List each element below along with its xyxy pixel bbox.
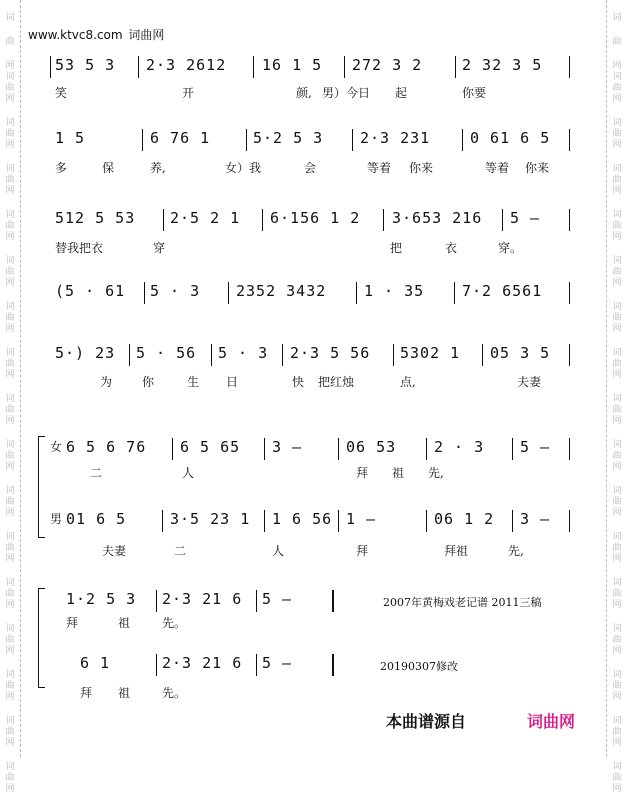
- measure: 5 · 3: [150, 282, 201, 300]
- lyric: 日: [226, 375, 239, 389]
- watermark-gap: [0, 611, 20, 624]
- measure: 1 5: [55, 129, 86, 147]
- measure: 3 –: [272, 438, 303, 456]
- lyric: 笑: [55, 86, 68, 100]
- barline: [502, 209, 503, 231]
- lyric: 为: [100, 375, 113, 389]
- lyric: 你来: [409, 161, 434, 175]
- watermark-gap: [0, 243, 20, 256]
- watermark-char: 曲: [5, 451, 15, 461]
- watermark-gap: [0, 657, 20, 670]
- source-label: 本曲谱源自: [386, 714, 467, 731]
- site-name: 词曲网: [128, 28, 165, 42]
- watermark-char: 曲: [5, 313, 15, 323]
- barline: [356, 282, 357, 304]
- watermark-gap: [607, 427, 627, 440]
- watermark-char: 词: [612, 118, 622, 128]
- lyric: 二: [90, 466, 103, 480]
- barline: [256, 590, 257, 612]
- lyric: 等着: [367, 161, 392, 175]
- measure: 2 · 3: [434, 438, 485, 456]
- measure: 5 –: [262, 590, 293, 608]
- watermark-char: 词: [5, 348, 15, 358]
- measure: 05 3 5: [490, 344, 551, 362]
- barline: [569, 129, 570, 151]
- watermark-char: 网: [612, 61, 622, 71]
- watermark-char: 曲: [612, 589, 622, 599]
- measure: 5 · 56: [136, 344, 197, 362]
- watermark-char: 曲: [5, 175, 15, 185]
- barline: [142, 129, 143, 151]
- watermark-char: 曲: [612, 267, 622, 277]
- watermark-char: 词: [5, 716, 15, 726]
- lyric: 夫妻: [517, 375, 542, 389]
- barline: [569, 344, 570, 366]
- watermark-gap: [0, 197, 20, 210]
- watermark-char: 词: [612, 394, 622, 404]
- lyric: 先。: [162, 686, 187, 700]
- watermark-char: 词: [612, 670, 622, 680]
- part-label: 女: [50, 440, 64, 454]
- watermark-gap: [0, 565, 20, 578]
- watermark-char: 曲: [612, 221, 622, 231]
- final-barline: [332, 654, 334, 676]
- watermark-char: 曲: [612, 451, 622, 461]
- watermark-char: 词: [5, 394, 15, 404]
- barline: [569, 282, 570, 304]
- watermark-gap: [607, 243, 627, 256]
- notes-row: [50, 510, 570, 534]
- watermark-char: 曲: [612, 681, 622, 691]
- barline: [338, 510, 339, 532]
- measure: (5 · 61: [55, 282, 126, 300]
- watermark-char: 词: [612, 72, 622, 82]
- barline: [256, 654, 257, 676]
- watermark-char: 网: [612, 646, 622, 656]
- watermark-char: 词: [5, 72, 15, 82]
- lyric: 你来: [525, 161, 550, 175]
- barline: [253, 56, 254, 78]
- watermark-gap: [607, 565, 627, 578]
- lyric: 你: [142, 375, 155, 389]
- lyric: 点,: [400, 375, 416, 389]
- lyric: 人: [272, 544, 285, 558]
- lyric: 多: [55, 161, 68, 175]
- notes-row: [50, 344, 570, 368]
- barline: [569, 510, 570, 532]
- watermark-char: 网: [612, 232, 622, 242]
- barline: [228, 282, 229, 304]
- watermark-char: 网: [5, 554, 15, 564]
- watermark-char: 网: [5, 508, 15, 518]
- barline: [426, 438, 427, 460]
- watermark-char: 曲: [612, 405, 622, 415]
- final-brace: [38, 588, 45, 688]
- watermark-char: 词: [5, 486, 15, 496]
- annotation-text: 20190307修改: [380, 660, 458, 673]
- lyric: 先,: [428, 466, 444, 480]
- site-header: [28, 26, 164, 43]
- watermark-char: 网: [612, 600, 622, 610]
- barline: [172, 438, 173, 460]
- watermark-char: 曲: [5, 221, 15, 231]
- lyric: 人: [182, 466, 195, 480]
- watermark-char: 曲: [5, 681, 15, 691]
- measure: 5 –: [510, 209, 541, 227]
- measure: 7·2 6561: [462, 282, 543, 300]
- measure: 2·5 2 1: [170, 209, 241, 227]
- lyric: 养,: [150, 161, 166, 175]
- barline: [138, 56, 139, 78]
- barline: [569, 209, 570, 231]
- watermark-char: 曲: [612, 313, 622, 323]
- barline: [569, 56, 570, 78]
- watermark-char: 网: [5, 784, 15, 794]
- watermark-char: 词: [612, 13, 622, 23]
- watermark-char: 曲: [612, 497, 622, 507]
- watermark-char: 词: [612, 164, 622, 174]
- watermark-char: 网: [5, 140, 15, 150]
- barline: [393, 344, 394, 366]
- lyric: 生: [187, 375, 200, 389]
- watermark-char: 网: [612, 416, 622, 426]
- notes-row: [50, 209, 570, 233]
- watermark-char: 网: [612, 370, 622, 380]
- watermark-char: 网: [612, 94, 622, 104]
- lyric: 女）我: [225, 161, 262, 175]
- barline: [144, 282, 145, 304]
- watermark-char: 曲: [612, 129, 622, 139]
- lyric: 男）今日: [322, 86, 371, 100]
- watermark-char: 曲: [5, 37, 15, 47]
- watermark-char: 网: [5, 232, 15, 242]
- watermark-char: 网: [612, 508, 622, 518]
- lyric: 起: [395, 86, 408, 100]
- watermark-gap: [607, 657, 627, 670]
- measure: 2 32 3 5: [462, 56, 543, 74]
- lyric: 等着: [485, 161, 510, 175]
- watermark-char: 词: [5, 13, 15, 23]
- barline: [162, 510, 163, 532]
- watermark-gap: [0, 105, 20, 118]
- measure: 1 · 35: [364, 282, 425, 300]
- watermark-char: 词: [612, 762, 622, 772]
- watermark-char: 曲: [612, 37, 622, 47]
- watermark-char: 网: [612, 692, 622, 702]
- watermark-char: 网: [5, 600, 15, 610]
- duet-brace: [38, 436, 45, 538]
- measure: 5 · 3: [218, 344, 269, 362]
- measure: 6·156 1 2: [270, 209, 361, 227]
- watermark-char: 词: [612, 302, 622, 312]
- lyrics-row: [50, 373, 570, 391]
- lyric: 替我把衣: [55, 241, 104, 255]
- measure: 3 –: [520, 510, 551, 528]
- measure: 3·653 216: [392, 209, 483, 227]
- barline: [264, 438, 265, 460]
- watermark-char: 曲: [5, 497, 15, 507]
- watermark-char: 曲: [5, 83, 15, 93]
- watermark-gap: [0, 795, 20, 808]
- measure: 1·2 5 3: [66, 590, 137, 608]
- watermark-char: 曲: [5, 129, 15, 139]
- measure: 2·3 5 56: [290, 344, 371, 362]
- lyric: 拜祖: [444, 544, 469, 558]
- measure: 0 61 6 5: [470, 129, 551, 147]
- watermark-char: 词: [612, 348, 622, 358]
- lyric: 快: [292, 375, 305, 389]
- watermark-char: 曲: [612, 359, 622, 369]
- watermark-char: 网: [5, 186, 15, 196]
- measure: 5·) 23: [55, 344, 116, 362]
- watermark-char: 词: [5, 670, 15, 680]
- measure: 1 –: [346, 510, 377, 528]
- watermark-char: 网: [5, 61, 15, 71]
- lyric: 拜: [66, 616, 79, 630]
- watermark-char: 词: [5, 440, 15, 450]
- watermark-char: 曲: [612, 727, 622, 737]
- watermark-gap: [607, 381, 627, 394]
- watermark-char: 网: [5, 462, 15, 472]
- lyrics-row: [50, 84, 570, 102]
- lyric: 祖: [118, 616, 131, 630]
- lyrics-row: [50, 542, 570, 560]
- watermark-char: 网: [612, 186, 622, 196]
- watermark-gap: [0, 151, 20, 164]
- watermark-gap: [0, 473, 20, 486]
- watermark-char: 曲: [612, 543, 622, 553]
- measure: 2·3 21 6: [162, 590, 243, 608]
- barline: [482, 344, 483, 366]
- lyric: 穿。: [498, 241, 523, 255]
- watermark-char: 曲: [5, 359, 15, 369]
- barline: [246, 129, 247, 151]
- watermark-char: 网: [612, 784, 622, 794]
- measure: 5302 1: [400, 344, 461, 362]
- watermark-char: 词: [5, 762, 15, 772]
- measure: 2·3 231: [360, 129, 431, 147]
- measure: 01 6 5: [66, 510, 127, 528]
- watermark-char: 词: [612, 578, 622, 588]
- watermark-char: 词: [612, 486, 622, 496]
- watermark-gap: [607, 473, 627, 486]
- watermark-char: 曲: [5, 589, 15, 599]
- barline: [264, 510, 265, 532]
- measure: 06 53: [346, 438, 397, 456]
- lyric: 开: [182, 86, 195, 100]
- lyric: 祖: [118, 686, 131, 700]
- measure: 6 76 1: [150, 129, 211, 147]
- measure: 2·3 21 6: [162, 654, 243, 672]
- barline: [383, 209, 384, 231]
- watermark-char: 曲: [5, 635, 15, 645]
- lyrics-row: [50, 614, 570, 632]
- watermark-char: 曲: [612, 175, 622, 185]
- watermark-char: 曲: [612, 773, 622, 783]
- barline: [344, 56, 345, 78]
- watermark-char: 词: [612, 440, 622, 450]
- watermark-char: 网: [5, 738, 15, 748]
- lyric: 把: [390, 241, 403, 255]
- notes-row: [50, 129, 570, 153]
- barline: [163, 209, 164, 231]
- watermark-char: 曲: [5, 543, 15, 553]
- lyric: 二: [174, 544, 187, 558]
- annotation-text: 2007年黄梅戏老记谱 2011三稿: [383, 596, 542, 609]
- watermark-char: 曲: [5, 727, 15, 737]
- watermark-char: 词: [5, 624, 15, 634]
- watermark-gap: [607, 289, 627, 302]
- measure: 272 3 2: [352, 56, 423, 74]
- measure: 3·5 23 1: [170, 510, 251, 528]
- source-site-link[interactable]: 词曲网: [527, 714, 576, 731]
- watermark-gap: [607, 519, 627, 532]
- lyric: 颜,: [296, 86, 312, 100]
- barline: [129, 344, 130, 366]
- watermark-char: 网: [612, 140, 622, 150]
- lyric: 拜: [356, 466, 369, 480]
- watermark-char: 曲: [5, 773, 15, 783]
- barline: [156, 654, 157, 676]
- measure: 2352 3432: [236, 282, 327, 300]
- measure: 5 –: [262, 654, 293, 672]
- measure: 6 1: [80, 654, 111, 672]
- watermark-char: 网: [5, 324, 15, 334]
- watermark-gap: [607, 611, 627, 624]
- part-label: 男: [50, 512, 64, 526]
- barline: [512, 510, 513, 532]
- watermark-char: 词: [5, 302, 15, 312]
- measure: 6 5 65: [180, 438, 241, 456]
- measure: 1 6 56: [272, 510, 333, 528]
- watermark-char: 词: [5, 210, 15, 220]
- lyrics-row: [50, 684, 570, 702]
- barline: [282, 344, 283, 366]
- watermark-char: 词: [612, 256, 622, 266]
- measure: 06 1 2: [434, 510, 495, 528]
- lyrics-row: [50, 159, 570, 177]
- watermark-gap: [607, 749, 627, 762]
- watermark-char: 词: [5, 118, 15, 128]
- barline: [462, 129, 463, 151]
- lyric: 保: [102, 161, 115, 175]
- watermark-char: 网: [612, 738, 622, 748]
- watermark-char: 词: [612, 210, 622, 220]
- watermark-gap: [0, 519, 20, 532]
- lyric: 穿: [153, 241, 166, 255]
- final-barline: [332, 590, 334, 612]
- lyric: 先。: [162, 616, 187, 630]
- lyric: 会: [304, 161, 317, 175]
- barline: [262, 209, 263, 231]
- barline: [50, 56, 51, 78]
- barline: [156, 590, 157, 612]
- lyric: 夫妻: [102, 544, 127, 558]
- watermark-char: 网: [5, 692, 15, 702]
- watermark-gap: [0, 335, 20, 348]
- watermark-gap: [607, 335, 627, 348]
- watermark-char: 网: [612, 324, 622, 334]
- watermark-char: 词: [612, 716, 622, 726]
- watermark-char: 词: [612, 532, 622, 542]
- lyrics-row: [50, 239, 570, 257]
- watermark-char: 曲: [612, 83, 622, 93]
- watermark-char: 词: [5, 256, 15, 266]
- barline: [352, 129, 353, 151]
- site-url[interactable]: www.ktvc8.com: [28, 28, 123, 42]
- watermark-gap: [0, 749, 20, 762]
- measure: 512 5 53: [55, 209, 136, 227]
- right-watermark-strip: [606, 0, 627, 794]
- barline: [211, 344, 212, 366]
- watermark-gap: [0, 381, 20, 394]
- watermark-gap: [0, 703, 20, 716]
- watermark-char: 网: [5, 370, 15, 380]
- barline: [454, 282, 455, 304]
- watermark-gap: [607, 151, 627, 164]
- watermark-char: 网: [612, 462, 622, 472]
- watermark-gap: [607, 105, 627, 118]
- watermark-char: 曲: [5, 267, 15, 277]
- watermark-char: 网: [5, 278, 15, 288]
- watermark-gap: [0, 289, 20, 302]
- measure: 5 –: [520, 438, 551, 456]
- watermark-char: 曲: [612, 635, 622, 645]
- measure: 53 5 3: [55, 56, 116, 74]
- lyric: 拜: [356, 544, 369, 558]
- watermark-char: 网: [612, 554, 622, 564]
- watermark-gap: [607, 703, 627, 716]
- lyric: 你要: [462, 86, 487, 100]
- watermark-gap: [607, 197, 627, 210]
- watermark-char: 词: [612, 624, 622, 634]
- barline: [426, 510, 427, 532]
- barline: [569, 438, 570, 460]
- measure: 16 1 5: [262, 56, 323, 74]
- notes-row: [50, 282, 570, 306]
- watermark-gap: [607, 795, 627, 808]
- watermark-char: 网: [612, 278, 622, 288]
- watermark-char: 网: [5, 416, 15, 426]
- lyric: 拜: [80, 686, 93, 700]
- notes-row: [50, 654, 570, 678]
- lyric: 把红烛: [318, 375, 355, 389]
- barline: [455, 56, 456, 78]
- watermark-char: 曲: [5, 405, 15, 415]
- notes-row: [50, 56, 570, 80]
- left-watermark-strip: [0, 0, 21, 794]
- barline: [338, 438, 339, 460]
- watermark-char: 网: [5, 646, 15, 656]
- barline: [512, 438, 513, 460]
- watermark-char: 网: [5, 94, 15, 104]
- watermark-char: 词: [5, 578, 15, 588]
- lyric: 祖: [392, 466, 405, 480]
- lyric: 衣: [445, 241, 458, 255]
- notes-row: [50, 438, 570, 462]
- measure: 6 5 6 76: [66, 438, 147, 456]
- lyric: 先,: [508, 544, 524, 558]
- watermark-char: 词: [5, 164, 15, 174]
- watermark-gap: [0, 427, 20, 440]
- measure: 5·2 5 3: [253, 129, 324, 147]
- measure: 2·3 2612: [146, 56, 227, 74]
- lyrics-row: [50, 464, 570, 482]
- watermark-char: 词: [5, 532, 15, 542]
